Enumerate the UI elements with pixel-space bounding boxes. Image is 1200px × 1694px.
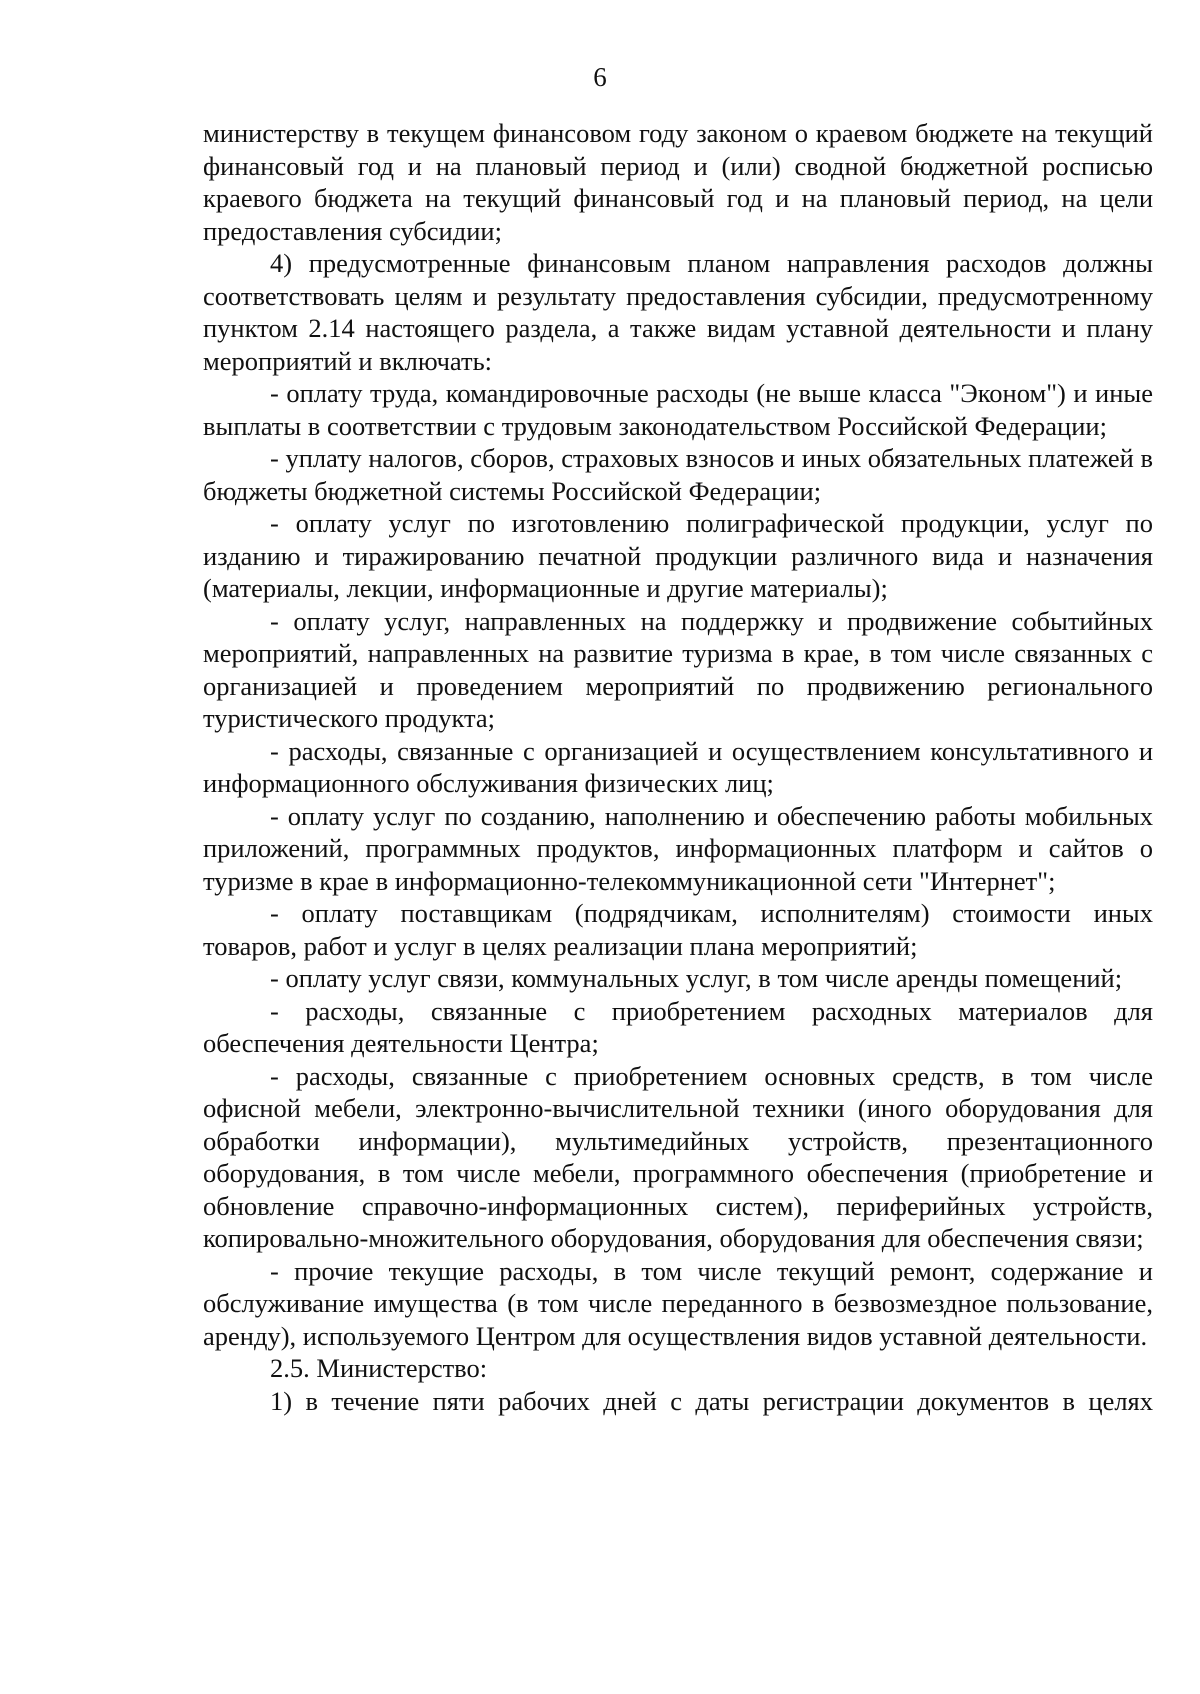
list-item-consulting: - расходы, связанные с организацией и осуществлением консультативного и информационного обслуживания физических лиц; — [203, 735, 1153, 798]
list-item-consumables: - расходы, связанные с приобретением расходных материалов для обеспечения деятельности Центра; — [203, 995, 1153, 1058]
list-item-utilities: - оплату услуг связи, коммунальных услуг, в том числе аренды помещений; — [270, 963, 1123, 993]
list-item-labor-payment: - оплату труда, командировочные расходы (не выше класса "Эконом") и иные выплаты в соответствии с трудовым законодательством Российской Федерации; — [203, 378, 1153, 441]
list-item-apps-websites: - оплату услуг по созданию, наполнению и обеспечению работы мобильных приложений, программных продуктов, информационных платформ и сайтов о туризме в крае в информационно-телекоммуникационной сети "Интернет"; — [203, 800, 1153, 896]
list-item-suppliers: - оплату поставщикам (подрядчикам, исполнителям) стоимости иных товаров, работ и услуг в целях реализации плана мероприятий; — [203, 898, 1153, 961]
list-item-taxes: - уплату налогов, сборов, страховых взносов и иных обязательных платежей в бюджеты бюджетной системы Российской Федерации; — [203, 443, 1153, 506]
paragraph-item-4: 4) предусмотренные финансовым планом направления расходов должны соответствовать целям и результату предоставления субсидии, предусмотренному пунктом 2.14 настоящего раздела, а также видам уставной деятельности и плану мероприятий и включать: — [203, 248, 1153, 376]
section-2-5-heading: 2.5. Министерство: — [270, 1353, 488, 1383]
document-body — [203, 117, 1153, 1417]
list-item-event-promotion: - оплату услуг, направленных на поддержку и продвижение событийных мероприятий, направленных на развитие туризма в крае, в том числе связанных с организацией и проведением мероприятий по продвижению регионального туристического продукта; — [203, 605, 1153, 733]
paragraph-item-1: 1) в течение пяти рабочих дней с даты регистрации документов в целях — [270, 1385, 1153, 1416]
page-number: 6 — [593, 62, 607, 92]
paragraph-budget-continuation: министерству в текущем финансовом году законом о краевом бюджете на текущий финансовый год и на плановый период и (или) сводной бюджетной росписью краевого бюджета на текущий финансовый год и на плановый период, на цели предоставления субсидии; — [203, 118, 1153, 246]
list-item-other-expenses: - прочие текущие расходы, в том числе текущий ремонт, содержание и обслуживание имущества (в том числе переданного в безвозмездное пользование, аренду), используемого Центром для осуществления видов уставной деятельности. — [203, 1255, 1153, 1351]
list-item-fixed-assets: - расходы, связанные с приобретением основных средств, в том числе офисной мебели, электронно-вычислительной техники (иного оборудования для обработки информации), мультимедийных устройств, презентационного оборудования, в том числе мебели, программного обеспечения (приобретение и обновление справочно-информационных систем), периферийных устройств, копировально-множительного оборудования, оборудования для обеспечения связи; — [203, 1060, 1153, 1253]
list-item-printing: - оплату услуг по изготовлению полиграфической продукции, услуг по изданию и тиражированию печатной продукции различного вида и назначения (материалы, лекции, информационные и другие материалы); — [203, 508, 1153, 603]
